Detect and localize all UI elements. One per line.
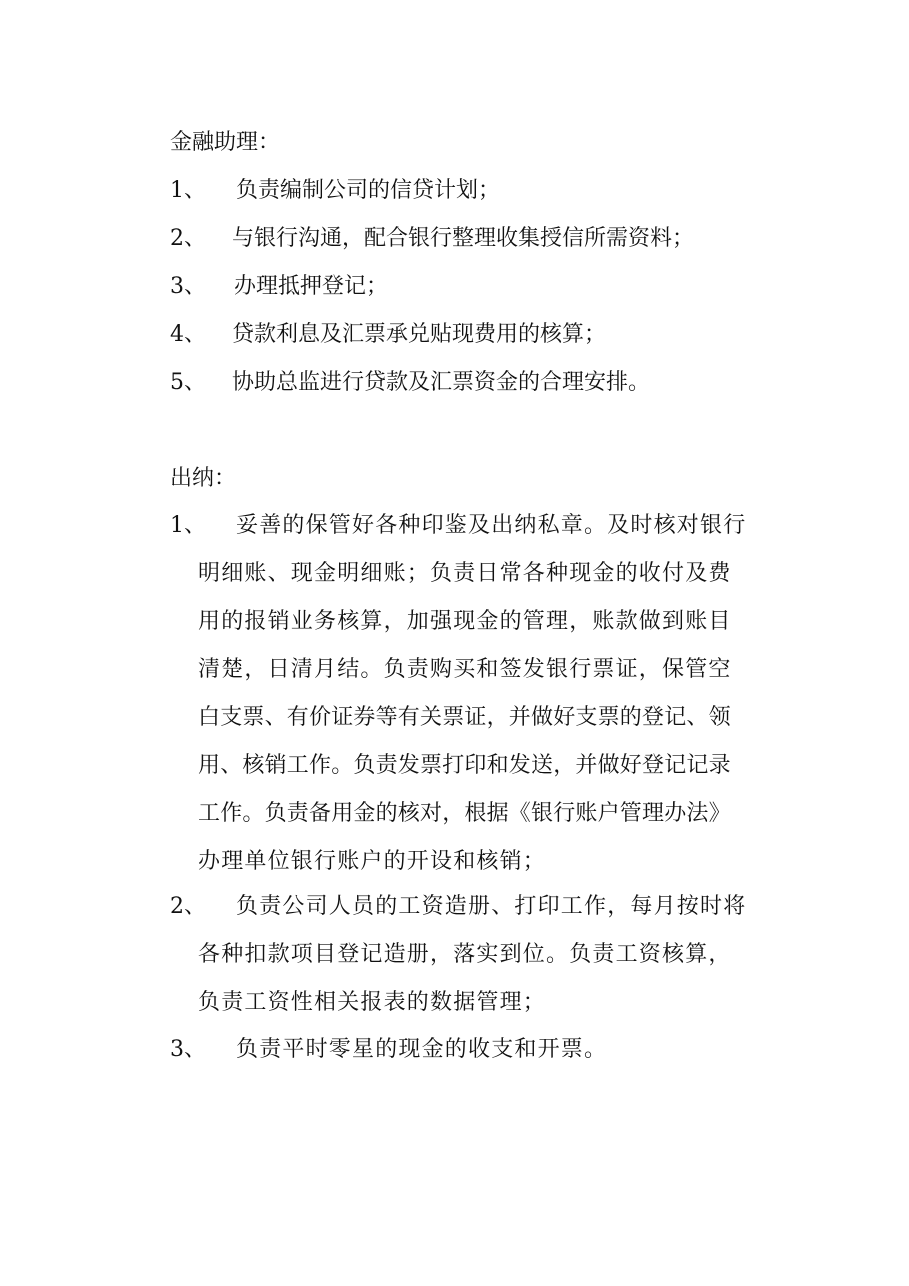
list-item-number: 1、	[170, 178, 206, 203]
list-item-text: 办理抵押登记；	[234, 274, 389, 299]
list-item-number: 2、	[170, 894, 206, 919]
text-line: 办理单位银行账户的开设和核销；	[198, 849, 547, 874]
list-item-text	[170, 892, 776, 1036]
list-item-text: 负责编制公司的信贷计划；	[236, 178, 501, 203]
text-line: 清楚，日清月结。负责购买和签发银行票证，保管空	[198, 657, 732, 682]
text-line: 妥善的保管好各种印鉴及出纳私章。及时核对银行	[236, 513, 747, 538]
text-line: 负责工资性相关报表的数据管理；	[198, 990, 547, 1015]
list-item-text	[170, 511, 776, 895]
text-line: 明细账、现金明细账；负责日常各种现金的收付及费	[198, 561, 732, 586]
list-item-text	[170, 1035, 776, 1083]
list-item-text: 与银行沟通，配合银行整理收集授信所需资料；	[232, 226, 695, 251]
list-item-text: 贷款利息及汇票承兑贴现费用的核算；	[232, 322, 607, 347]
text-line: 各种扣款项目登记造册，落实到位。负责工资核算，	[198, 942, 732, 967]
list-item-number: 5、	[170, 370, 206, 395]
text-line: 用的报销业务核算，加强现金的管理，账款做到账目	[198, 609, 732, 634]
text-line: 负责平时零星的现金的收支和开票。	[236, 1037, 608, 1062]
list-item-number: 1、	[170, 513, 206, 538]
text-line: 白支票、有价证券等有关票证，并做好支票的登记、领	[198, 705, 731, 730]
section-heading-cashier: 出纳：	[170, 466, 237, 491]
text-line: 工作。负责备用金的核对，根据《银行账户管理办法》	[198, 801, 731, 826]
list-item-number: 3、	[170, 274, 206, 299]
list-item-number: 2、	[170, 226, 206, 251]
list-item-number: 3、	[170, 1037, 206, 1062]
text-line: 负责公司人员的工资造册、打印工作，每月按时将	[236, 894, 747, 919]
section-heading-financial-assistant: 金融助理：	[170, 130, 281, 155]
list-item-number: 4、	[170, 322, 206, 347]
list-item-text: 协助总监进行贷款及汇票资金的合理安排。	[232, 370, 651, 395]
text-line: 用、核销工作。负责发票打印和发送，并做好登记记录	[198, 753, 731, 778]
